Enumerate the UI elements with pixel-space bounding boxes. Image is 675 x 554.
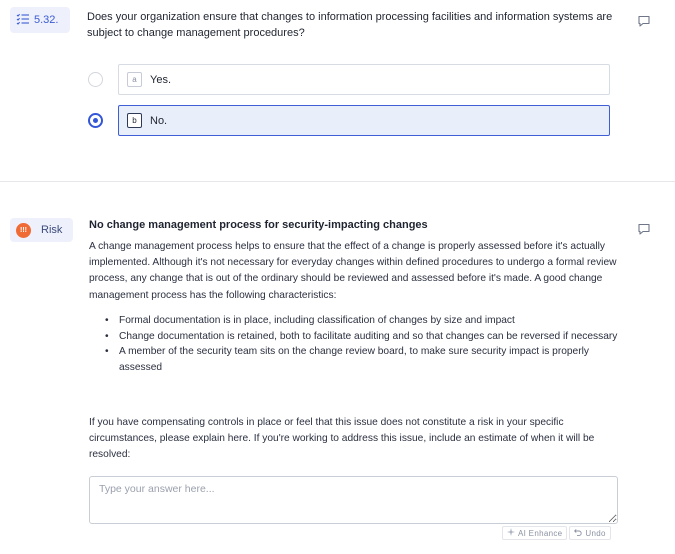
option-a-label: Yes. xyxy=(150,73,172,86)
undo-label: Undo xyxy=(585,528,606,538)
list-item: • A member of the security team sits on the change review board, to make sure security impact is properly assessed xyxy=(104,344,624,375)
option-b-label: No. xyxy=(150,114,168,127)
risk-description: A change management process helps to ensure that the effect of a change is properly assessed before it's actually implemented. Although it's not necessary for everyday changes within defined procedures to undergo a formal review process, any change that is out of the ordinary should be reviewed and assessed before it's made. A good change management process has the following characteristics: xyxy=(89,241,617,301)
ai-enhance-button[interactable] xyxy=(502,526,567,540)
answer-textarea[interactable] xyxy=(89,476,618,524)
question-text: Does your organization ensure that changes to information processing facilities and information systems are subject to change management procedures? xyxy=(87,11,613,39)
explanation-prompt: If you have compensating controls in place or feel that this issue does not constitute a risk in your specific circumstances, please explain here. If you're working to address this issue, include an estimate of when it will be resolved: xyxy=(89,417,595,461)
list-item: • Change documentation is retained, both to facilitate auditing and so that changes can be reversed if necessary xyxy=(104,329,624,345)
risk-title: No change management process for security-impacting changes xyxy=(89,219,428,231)
answer-toolbar xyxy=(502,526,611,540)
option-b-key: b xyxy=(127,113,142,128)
option-a-radio[interactable] xyxy=(88,72,103,87)
sparkle-icon xyxy=(507,528,515,538)
option-b[interactable] xyxy=(118,105,610,136)
section-divider xyxy=(0,181,675,182)
question-number: 5.32. xyxy=(34,14,59,26)
checklist-icon xyxy=(16,13,30,28)
option-b-radio[interactable] xyxy=(88,113,103,128)
undo-button[interactable] xyxy=(569,526,610,540)
risk-alert-icon: !!! xyxy=(16,223,31,238)
option-a[interactable] xyxy=(118,64,610,95)
question-number-badge xyxy=(10,7,70,33)
comment-icon[interactable] xyxy=(637,14,651,28)
risk-badge xyxy=(10,218,73,242)
option-a-key: a xyxy=(127,72,142,87)
risk-characteristics-list xyxy=(104,313,624,375)
ai-enhance-label: AI Enhance xyxy=(518,528,563,538)
list-item: • Formal documentation is in place, including classification of changes by size and impact xyxy=(104,313,624,329)
undo-icon xyxy=(574,528,582,538)
risk-badge-label: Risk xyxy=(41,224,63,236)
comment-icon[interactable] xyxy=(637,222,651,236)
